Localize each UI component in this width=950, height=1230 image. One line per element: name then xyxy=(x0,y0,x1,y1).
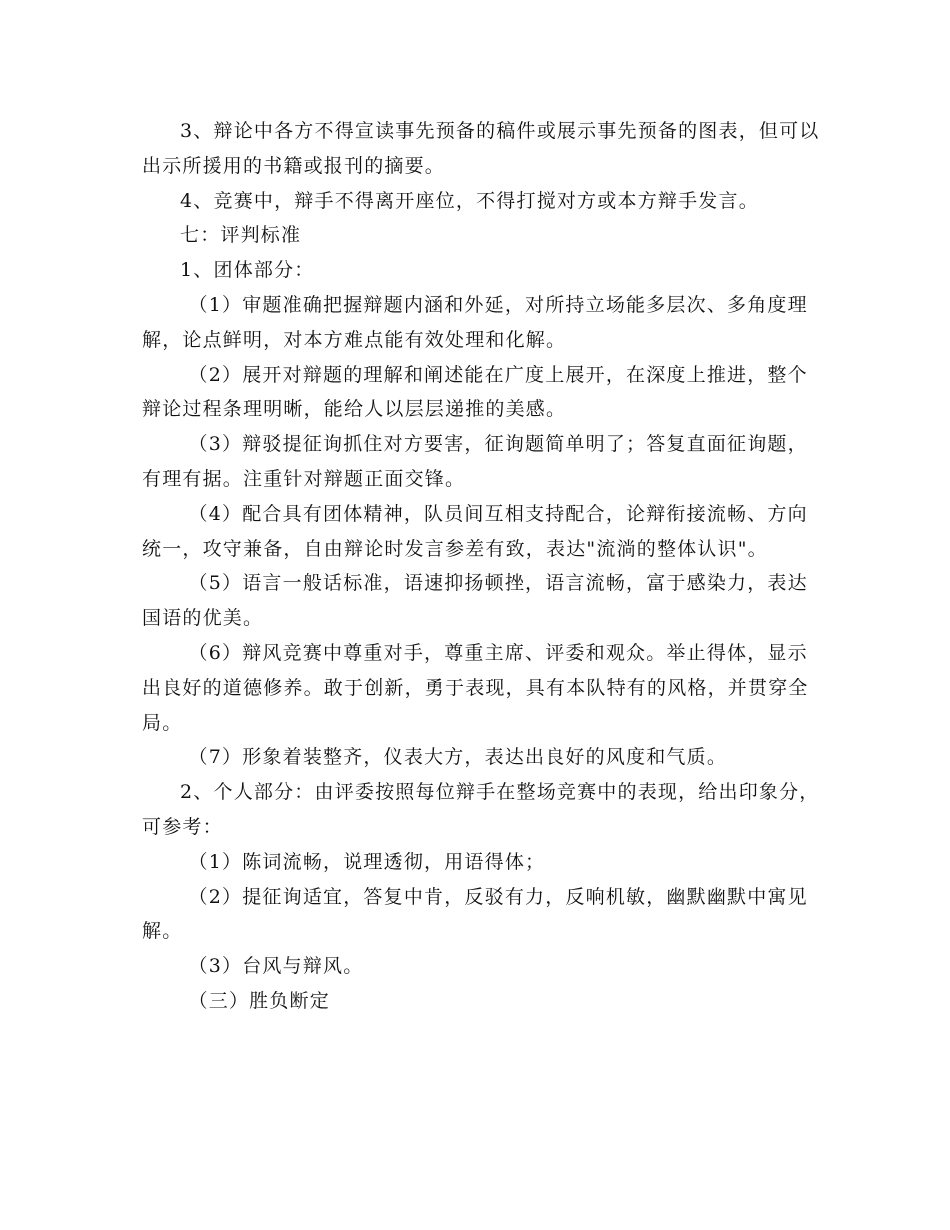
team-criterion-6: （6）辩风竞赛中尊重对手，尊重主席、评委和观众。举止得体，显示出良好的道德修养。敢于创新，勇于表现，具有本队特有的风格，并贯穿全局。 xyxy=(142,641,809,734)
document-body xyxy=(142,114,822,1019)
subsection-team-part: 1、团体部分： xyxy=(180,259,315,282)
individual-criterion-2: （2）提征询适宜，答复中肯，反驳有力，反响机敏，幽默幽默中寓见解。 xyxy=(142,885,808,943)
paragraph-rule-3: 3、辩论中各方不得宣读事先预备的稿件或展示事先预备的图表，但可以出示所援用的书籍或报刊的摘要。 xyxy=(142,120,820,177)
team-criterion-4: （4）配合具有团体精神，队员间互相支持配合，论辩衔接流畅、方向统一，攻守兼备，自由辩论时发言参差有致，表达"流淌的整体认识"。 xyxy=(142,502,808,560)
individual-criterion-1: （1）陈词流畅，说理透彻，用语得体； xyxy=(188,850,546,873)
section-heading-judging-criteria: 七：评判标准 xyxy=(180,224,302,247)
paragraph-rule-4: 4、竞赛中，辩手不得离开座位，不得打搅对方或本方辩手发言。 xyxy=(180,189,759,212)
subsection-individual-part: 2、个人部分：由评委按照每位辩手在整场竞赛中的表现，给出印象分，可参考： xyxy=(142,781,820,838)
team-criterion-3: （3）辩驳提征询抓住对方要害，征询题简单明了；答复直面征询题，有理有据。注重针对辩题正面交锋。 xyxy=(142,433,808,490)
team-criterion-5: （5）语言一般话标准，语速抑扬顿挫，语言流畅，富于感染力，表达国语的优美。 xyxy=(142,572,808,630)
team-criterion-2: （2）展开对辩题的理解和阐述能在广度上展开，在深度上推进，整个辩论过程条理明晰，能给人以层层递推的美感。 xyxy=(142,363,808,421)
section-heading-outcome: （三）胜负断定 xyxy=(188,989,330,1012)
team-criterion-7: （7）形象着装整齐，仪表大方，表达出良好的风度和气质。 xyxy=(188,746,728,769)
team-criterion-1: （1）审题准确把握辩题内涵和外延，对所持立场能多层次、多角度理解，论点鲜明，对本方难点能有效处理和化解。 xyxy=(142,293,808,351)
individual-criterion-3: （3）台风与辩风。 xyxy=(188,955,364,978)
